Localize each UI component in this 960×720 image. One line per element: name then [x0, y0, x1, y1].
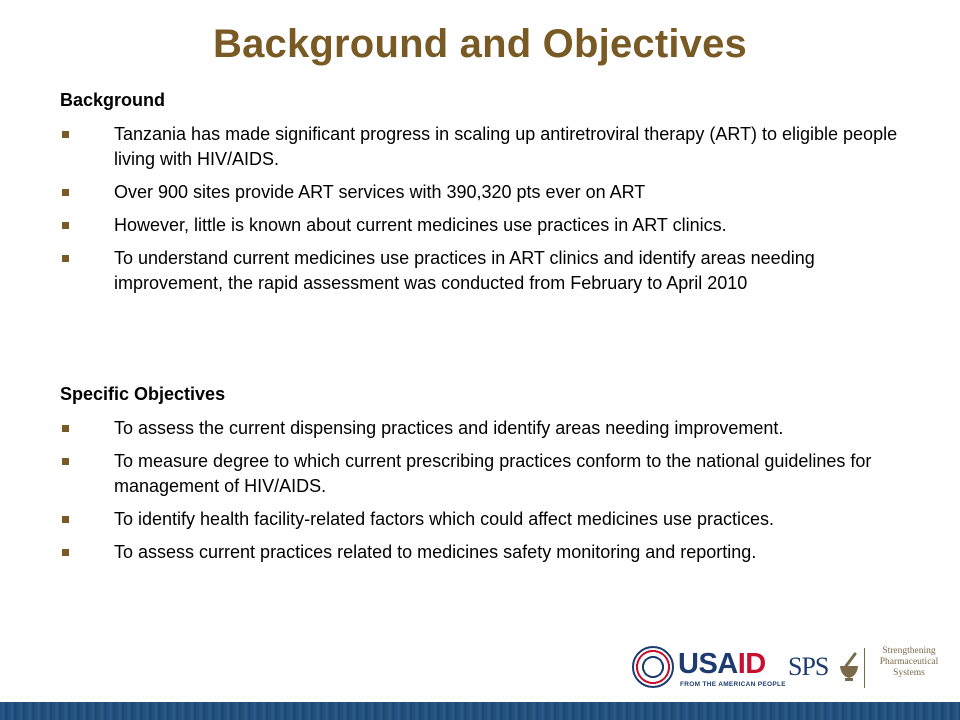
- sponsor-logos: [628, 646, 952, 692]
- usaid-seal-icon: [632, 646, 674, 688]
- background-list: [60, 122, 910, 304]
- square-bullet-icon: [62, 131, 69, 138]
- list-item: [60, 449, 910, 499]
- sps-full-name: [870, 646, 948, 679]
- mortar-pestle-icon: [838, 652, 860, 682]
- square-bullet-icon: [62, 425, 69, 432]
- sps-logo: SPS: [788, 652, 829, 681]
- square-bullet-icon: [62, 458, 69, 465]
- list-item-text: To identify health facility-related factors which could affect medicines use practices.: [114, 509, 774, 529]
- list-item-text: To assess current practices related to medicines safety monitoring and reporting.: [114, 542, 757, 562]
- list-item-text: Tanzania has made significant progress in scaling up antiretroviral therapy (ART) to eligible people living with HIV/AIDS.: [114, 124, 898, 169]
- list-item: [60, 180, 910, 205]
- list-item: [60, 246, 910, 296]
- usaid-logo-us: USA: [678, 648, 738, 680]
- objectives-list: [60, 416, 910, 573]
- list-item: [60, 213, 910, 238]
- objectives-heading: Specific Objectives: [60, 384, 226, 404]
- sps-line: Strengthening: [882, 646, 936, 656]
- list-item: [60, 507, 910, 532]
- list-item-text: However, little is known about current medicines use practices in ART clinics.: [114, 215, 727, 235]
- list-item-text: To assess the current dispensing practices and identify areas needing improvement.: [114, 418, 784, 438]
- usaid-logo: [678, 648, 766, 681]
- square-bullet-icon: [62, 189, 69, 196]
- background-heading: Background: [60, 90, 166, 110]
- sps-divider: [864, 648, 865, 688]
- footer-bar: [0, 702, 960, 720]
- square-bullet-icon: [62, 549, 69, 556]
- square-bullet-icon: [62, 516, 69, 523]
- square-bullet-icon: [62, 222, 69, 229]
- list-item-text: Over 900 sites provide ART services with 390,320 pts ever on ART: [114, 182, 646, 202]
- square-bullet-icon: [62, 255, 69, 262]
- sps-line: Systems: [893, 668, 925, 678]
- slide-title: Background and Objectives: [212, 22, 748, 66]
- list-item: [60, 122, 910, 172]
- list-item: [60, 540, 910, 565]
- sps-line: Pharmaceutical: [879, 657, 939, 667]
- list-item-text: To understand current medicines use practices in ART clinics and identify areas needing improvement, the rapid assessment was conducted from February to April 2010: [114, 248, 815, 293]
- list-item-text: To measure degree to which current prescribing practices conform to the national guidelines for management of HIV/AIDS.: [114, 451, 872, 496]
- usaid-logo-id: ID: [737, 648, 766, 680]
- list-item: [60, 416, 910, 441]
- usaid-tagline: FROM THE AMERICAN PEOPLE: [680, 681, 786, 688]
